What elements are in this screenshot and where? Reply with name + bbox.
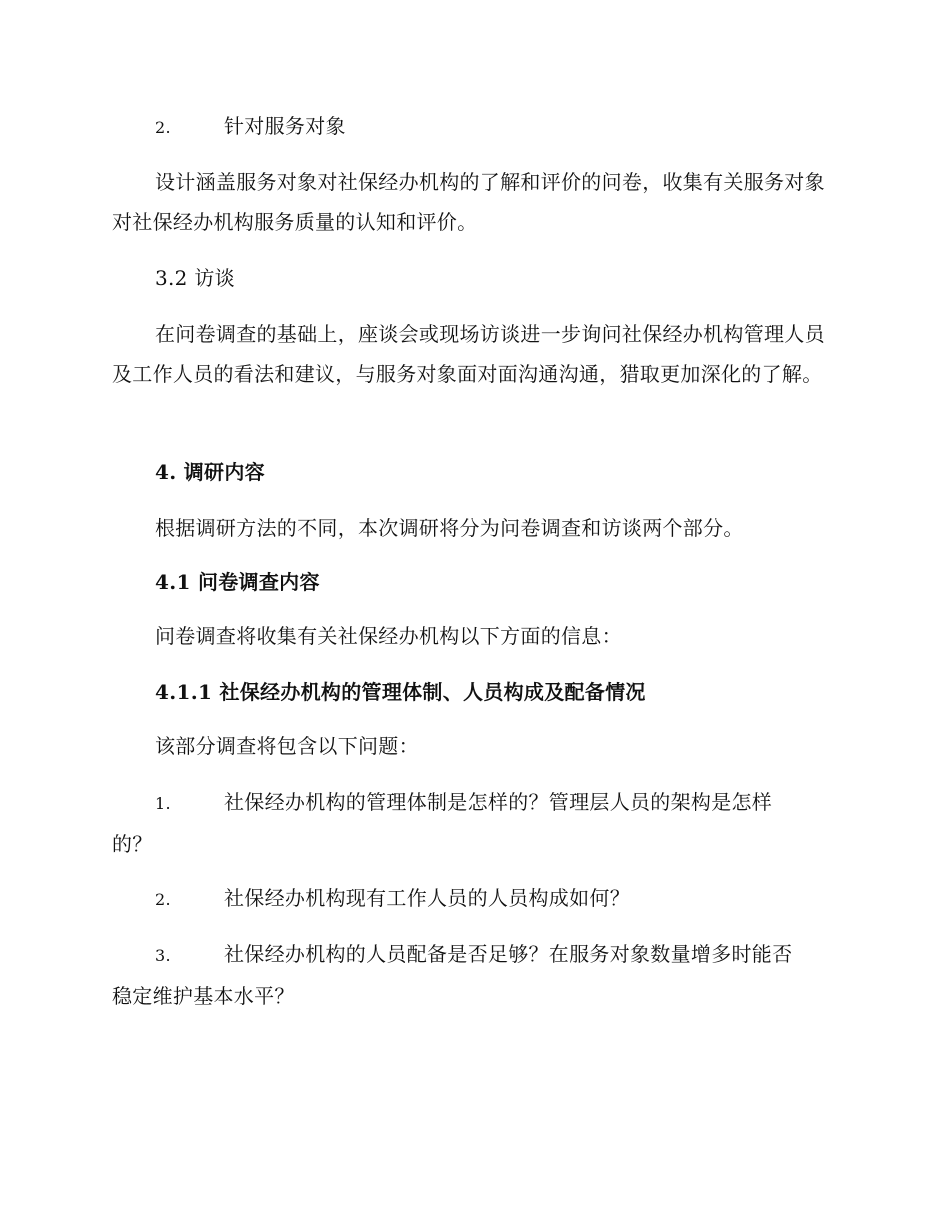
paragraph-interview: 在问卷调查的基础上，座谈会或现场访谈进一步询问社保经办机构管理人员及工作人员的看法和建议，与服务对象面对面沟通沟通，猎取更加深化的了解。 bbox=[112, 322, 825, 386]
list-number: 1. bbox=[155, 794, 171, 813]
paragraph-4: 根据调研方法的不同，本次调研将分为问卷调查和访谈两个部分。 bbox=[155, 516, 744, 540]
list-item-service-object bbox=[112, 106, 832, 148]
question-item-3 bbox=[112, 934, 832, 1016]
paragraph-4-1-1: 该部分调查将包含以下问题： bbox=[155, 734, 419, 758]
section-heading-3-2: 3.2 访谈 bbox=[155, 266, 235, 290]
question-text-line1: 社保经办机构的管理体制是怎样的？管理层人员的架构是怎样 bbox=[224, 790, 773, 814]
question-text-line2: 稳定维护基本水平？ bbox=[112, 984, 295, 1008]
question-text-line2: 的？ bbox=[112, 832, 153, 856]
section-heading-4-1-1: 4.1.1 社保经办机构的管理体制、人员构成及配备情况 bbox=[155, 680, 646, 704]
question-text-line1: 社保经办机构的人员配备是否足够？在服务对象数量增多时能否 bbox=[224, 942, 793, 966]
question-item-2 bbox=[112, 878, 832, 920]
list-item-text: 针对服务对象 bbox=[224, 114, 346, 138]
question-text-line1: 社保经办机构现有工作人员的人员构成如何？ bbox=[224, 886, 630, 910]
paragraph-service-object: 设计涵盖服务对象对社保经办机构的了解和评价的问卷，收集有关服务对象对社保经办机构服务质量的认知和评价。 bbox=[112, 170, 825, 234]
list-number: 3. bbox=[155, 946, 171, 965]
list-number: 2. bbox=[155, 890, 171, 909]
question-item-1 bbox=[112, 782, 832, 864]
list-number: 2. bbox=[155, 118, 171, 137]
paragraph-4-1: 问卷调查将收集有关社保经办机构以下方面的信息： bbox=[155, 624, 622, 648]
section-heading-4-1: 4.1 问卷调查内容 bbox=[155, 570, 320, 594]
section-heading-4: 4. 调研内容 bbox=[155, 460, 265, 484]
